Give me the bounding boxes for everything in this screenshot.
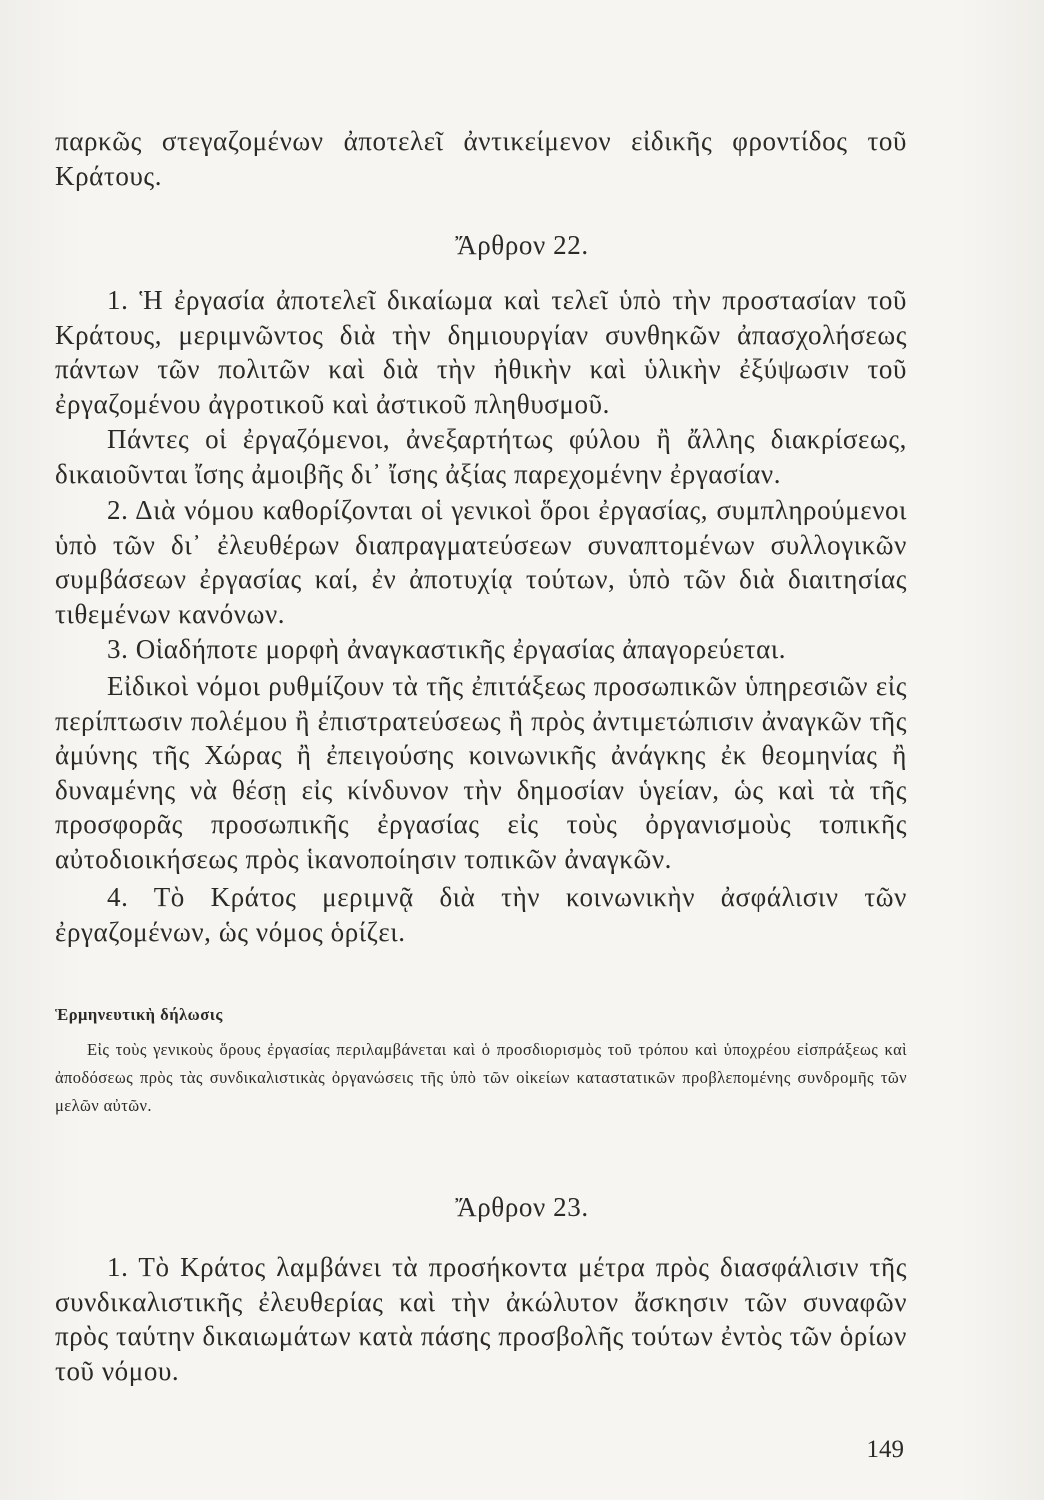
article-23-heading: Ἄρθρον 23. xyxy=(455,1192,589,1222)
article-22-paragraph-1: 1. Ἡ ἐργασία ἀποτελεῖ δικαίωμα καὶ τελεῖ ὑπὸ τὴν προστασίαν τοῦ Κράτους, μεριμνῶντος διὰ τὴν δημιουργίαν συνθηκῶν ἀπασχολήσεως πάντων τῶν πολιτῶν καὶ διὰ τὴν ἠθικὴν καὶ ὑλικὴν ἐξύψωσιν τοῦ ἐργαζομένου ἀγροτικοῦ καὶ ἀστικοῦ πληθυσμοῦ. xyxy=(55,285,907,419)
interpretive-note-title: Ἑρμηνευτικὴ δήλωσις xyxy=(55,1005,223,1024)
article-22-heading: Ἄρθρον 22. xyxy=(455,230,589,260)
article-22-paragraph-1-equal-pay: Πάντες οἱ ἐργαζόμενοι, ἀνεξαρτήτως φύλου ἢ ἄλλης διακρίσεως, δικαιοῦνται ἴσης ἀμοιβῆς δι᾿ ἴσης ἀξίας παρεχομένην ἐργασίαν. xyxy=(55,424,907,489)
article-22-paragraph-4: 4. Τὸ Κράτος μεριμνᾷ διὰ τὴν κοινωνικὴν ἀσφάλισιν τῶν ἐργαζομένων, ὡς νόμος ὁρίζει. xyxy=(55,882,907,947)
article-23-paragraph-1: 1. Τὸ Κράτος λαμβάνει τὰ προσήκοντα μέτρα πρὸς διασφάλισιν τῆς συνδικαλιστικῆς ἐλευθερίας καὶ τὴν ἀκώλυτον ἄσκησιν τῶν συναφῶν πρὸς ταύτην δικαιωμάτων κατὰ πάσης προσβολῆς τούτων ἐντὸς τῶν ὁρίων τοῦ νόμου. xyxy=(55,1252,907,1386)
article-22-paragraph-3: 3. Οἱαδήποτε μορφὴ ἀναγκαστικῆς ἐργασίας ἀπαγορεύεται. xyxy=(107,634,787,664)
article-22-paragraph-2: 2. Διὰ νόμου καθορίζονται οἱ γενικοὶ ὅροι ἐργασίας, συμπληρούμενοι ὑπὸ τῶν δι᾿ ἐλευθέρων διαπραγματεύσεων συναπτομένων συλλογικῶν συμβάσεων ἐργασίας καί, ἐν ἀποτυχίᾳ τούτων, ὑπὸ τῶν διὰ διαιτησίας τιθεμένων κανόνων. xyxy=(55,495,907,629)
continuation-paragraph: παρκῶς στεγαζομένων ἀποτελεῖ ἀντικείμενον εἰδικῆς φροντίδος τοῦ Κράτους. xyxy=(55,126,907,191)
interpretive-note-text: Εἰς τοὺς γενικοὺς ὅρους ἐργασίας περιλαμβάνεται καὶ ὁ προσδιορισμὸς τοῦ τρόπου καὶ ὑποχρέου εἰσπράξεως καὶ ἀποδόσεως πρὸς τὰς συνδικαλιστικὰς ὀργανώσεις τῆς ὑπὸ τῶν οἰκείων καταστατικῶν προβλεπομένης συνδρομῆς τῶν μελῶν αὐτῶν. xyxy=(55,1040,907,1115)
page-number: 149 xyxy=(866,1436,904,1463)
article-22-paragraph-3-special-laws: Εἰδικοὶ νόμοι ρυθμίζουν τὰ τῆς ἐπιτάξεως προσωπικῶν ὑπηρεσιῶν εἰς περίπτωσιν πολέμου ἢ ἐπιστρατεύσεως ἢ πρὸς ἀντιμετώπισιν ἀναγκῶν τῆς ἀμύνης τῆς Χώρας ἢ ἐπειγούσης κοινωνικῆς ἀνάγκης ἐκ θεομηνίας ἢ δυναμένης νὰ θέσῃ εἰς κίνδυνον τὴν δημοσίαν ὑγείαν, ὡς καὶ τὰ τῆς προσφορᾶς προσωπικῆς ἐργασίας εἰς τοὺς ὀργανισμοὺς τοπικῆς αὐτοδιοικήσεως πρὸς ἱκανοποίησιν τοπικῶν ἀναγκῶν. xyxy=(55,671,907,874)
